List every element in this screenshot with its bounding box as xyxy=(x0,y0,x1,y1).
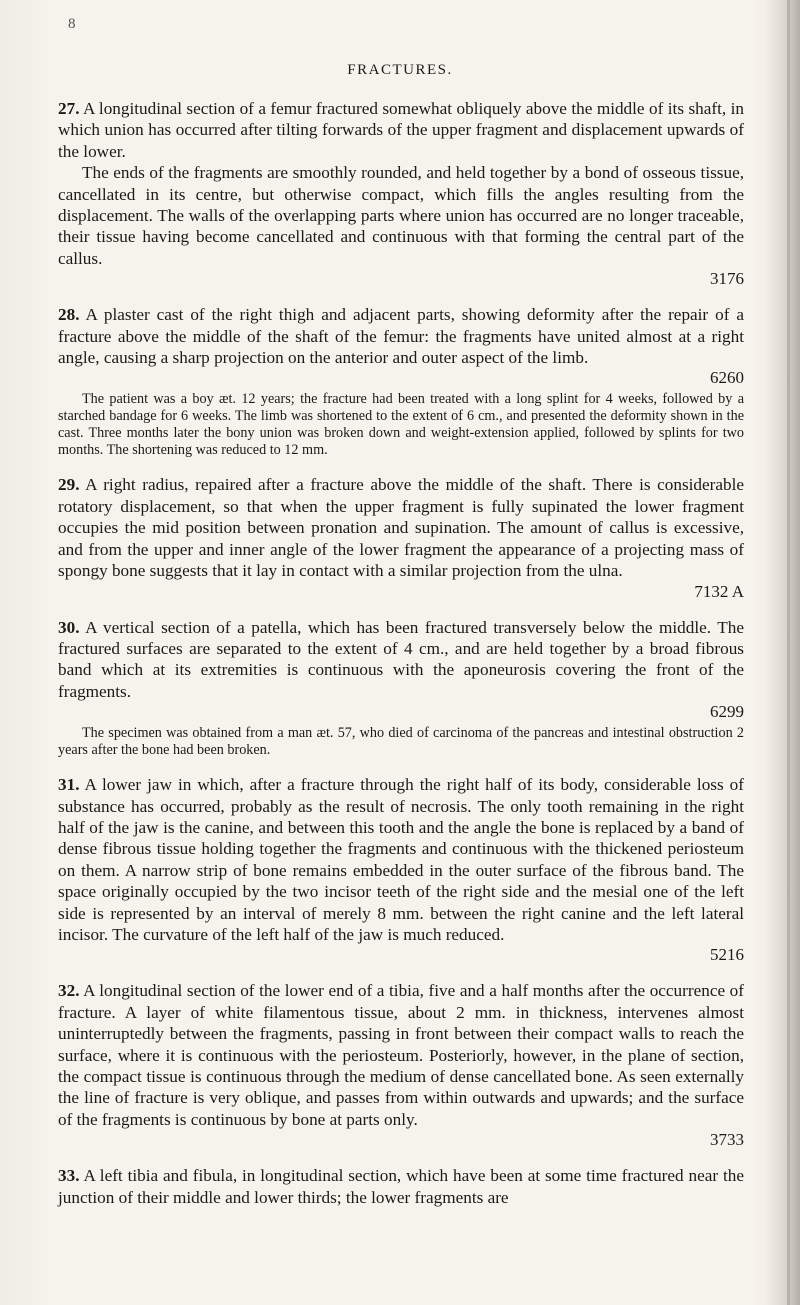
catalogue-number: 5216 xyxy=(710,945,744,965)
entry-number: 32. xyxy=(58,981,80,1001)
entry-paragraph: The ends of the fragments are smoothly rounded, and held together by a bond of osseous tissue, cancellated in its centre, but otherwise compact, which fills the angles resulting from the displacement. The walls of the overlapping parts where union has occurred are no longer traceable, their tissue having become cancellated and continuous with that forming the central part of the callus. xyxy=(58,163,744,268)
catalogue-entries xyxy=(58,98,744,1223)
entry-29 xyxy=(58,474,744,601)
case-note: The patient was a boy æt. 12 years; the fracture had been treated with a long splint for 4 weeks, followed by a starched bandage for 6 weeks. The limb was shortened to the extent of 6 cm., and presented the deformity shown in the cast. Three months later the bony union was broken down and weight-extension applied, followed by splints for two months. The shortening was reduced to 12 mm. xyxy=(58,391,744,459)
entry-paragraph xyxy=(58,304,744,368)
entry-number: 33. xyxy=(58,1166,80,1186)
entry-text: A left tibia and fibula, in longitudinal section, which have been at some time fractured near the junction of their middle and lower thirds; the lower fragments are xyxy=(58,1166,744,1207)
entry-text: A vertical section of a patella, which has been fractured transversely below the middle. The fractured surfaces are separated to the extent of 4 cm., and are held together by a broad fibrous band which at its extremities is continuous with the aponeurosis covering the front of the fragments. xyxy=(58,617,744,701)
catalogue-number: 3176 xyxy=(710,269,744,289)
entry-text: A longitudinal section of a femur fractured somewhat obliquely above the middle of its shaft, in which union has occurred after tilting forwards of the upper fragment and displacement upwards of the lower. xyxy=(58,99,744,161)
entry-text: A longitudinal section of the lower end of a tibia, five and a half months after the occurrence of fracture. A layer of white filamentous tissue, about 2 mm. in thickness, intervenes almost uninterruptedly between the fragments, passing in front between their compact walls to reach the surface, where it is continuous with the periosteum. Posteriorly, however, in the plane of section, the compact tissue is continuous through the medium of dense cancellated bone. As seen externally the line of fracture is very oblique, and passes from within outwards and upwards; and the surface of the fragments is continuous by bone at parts only. xyxy=(58,981,745,1129)
entry-text: A right radius, repaired after a fracture above the middle of the shaft. There is considerable rotatory displacement, so that when the upper fragment is fully supinated the lower fragment occupies the mid position between pronation and supination. The amount of callus is excessive, and from the upper and inner angle of the lower fragment the appearance of a projecting mass of spongy bone suggests that it lay in contact with a similar projection from the ulna. xyxy=(58,475,744,581)
case-note: The specimen was obtained from a man æt. 57, who died of carcinoma of the pancreas and intestinal obstruction 2 years after the bone had been broken. xyxy=(58,725,744,759)
entry-28 xyxy=(58,304,744,459)
catalogue-number: 6260 xyxy=(710,368,744,388)
entry-number: 28. xyxy=(58,305,80,325)
entry-number: 31. xyxy=(58,775,80,795)
entry-paragraph xyxy=(58,98,744,162)
catalogue-number: 6299 xyxy=(710,702,744,722)
entry-32 xyxy=(58,980,744,1150)
entry-paragraph xyxy=(58,774,744,945)
entry-33 xyxy=(58,1165,744,1208)
page-mark: 8 xyxy=(68,16,76,32)
entry-30 xyxy=(58,617,744,760)
running-head: FRACTURES. xyxy=(347,62,453,78)
entry-text: A plaster cast of the right thigh and adjacent parts, showing deformity after the repair of a fracture above the middle of the shaft of the femur: the fragments have united almost at a right angle, causing a sharp projection on the anterior and outer aspect of the limb. xyxy=(58,305,744,368)
entry-31 xyxy=(58,774,744,965)
entry-number: 27. xyxy=(58,99,80,118)
entry-paragraph xyxy=(58,474,744,581)
catalogue-number: 3733 xyxy=(710,1130,744,1150)
entry-number: 30. xyxy=(58,617,80,637)
entry-paragraph xyxy=(58,980,744,1130)
catalogue-number: 7132 A xyxy=(694,581,744,601)
entry-27 xyxy=(58,98,744,289)
page-edge-shadow xyxy=(766,0,800,1305)
entry-paragraph xyxy=(58,617,744,703)
entry-paragraph xyxy=(58,1165,744,1208)
entry-text: A lower jaw in which, after a fracture through the right half of its body, considerable loss of substance has occurred, probably as the result of necrosis. The only tooth remaining in the right half of the jaw is the canine, and between this tooth and the angle the bone is replaced by a band of dense fibrous tissue holding together the fragments and continuous with the thickened periosteum on them. A narrow strip of bone remains embedded in the outer surface of the fibrous band. The space originally occupied by the two incisor teeth of the right side and the mesial one of the left side is represented by an interval of merely 8 mm. between the right canine and the left lateral incisor. The curvature of the left half of the jaw is much reduced. xyxy=(58,775,744,944)
entry-number: 29. xyxy=(58,475,80,495)
